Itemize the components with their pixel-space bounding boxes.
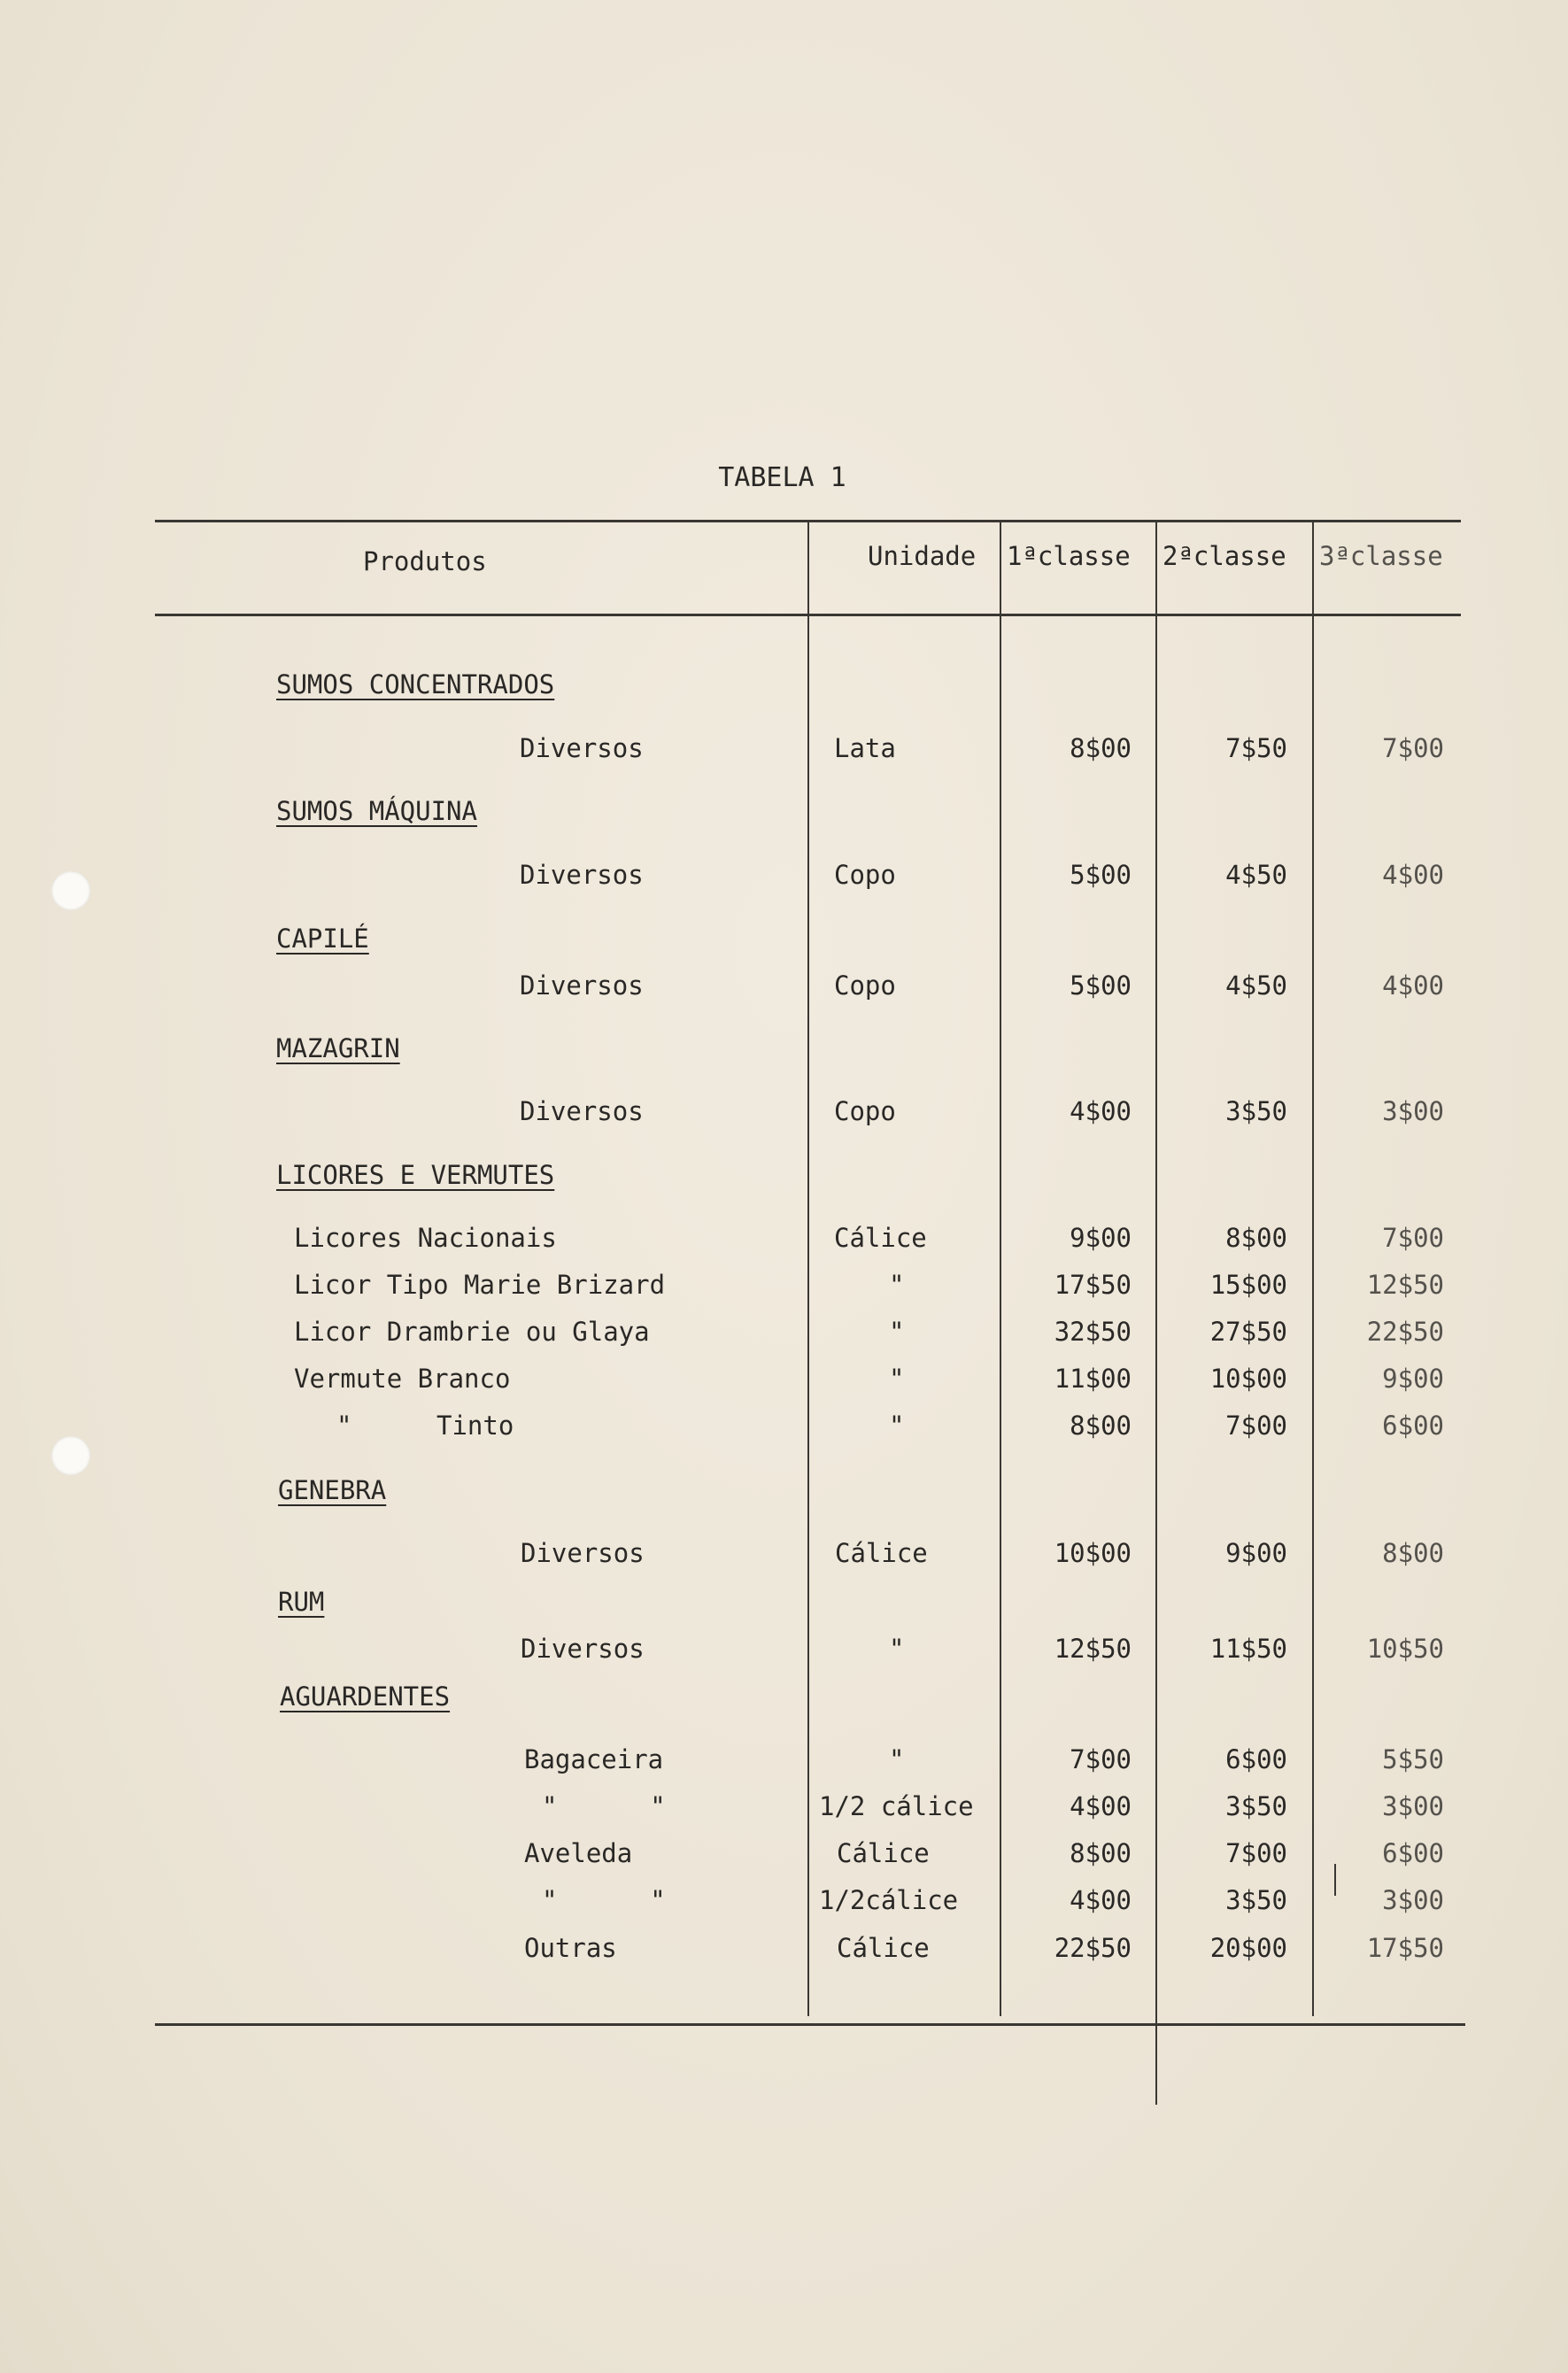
section-heading: CAPILÉ — [276, 924, 369, 954]
section-heading: AGUARDENTES — [280, 1681, 451, 1712]
price-classe3: 8$00 — [1382, 1538, 1444, 1568]
unit-cell: Lata — [834, 733, 896, 763]
unit-cell: Copo — [834, 970, 896, 1001]
price-classe1: 8$00 — [1070, 733, 1132, 763]
price-classe3: 4$00 — [1382, 860, 1444, 890]
price-classe3: 3$00 — [1382, 1096, 1444, 1126]
price-classe3: 7$00 — [1382, 733, 1444, 763]
product-name: Diversos — [520, 860, 644, 890]
product-name: Licor Drambrie ou Glaya — [294, 1317, 650, 1347]
product-name: " " — [542, 1885, 666, 1915]
product-name: Diversos — [520, 970, 644, 1001]
price-classe3: 9$00 — [1382, 1364, 1444, 1394]
pen-mark — [1334, 1864, 1336, 1896]
header-produtos: Produtos — [363, 546, 487, 576]
price-classe1: 22$50 — [1054, 1933, 1132, 1963]
price-classe3: 6$00 — [1382, 1838, 1444, 1868]
section-heading: SUMOS MÁQUINA — [276, 796, 477, 826]
unit-cell: " — [889, 1411, 905, 1441]
section-heading: LICORES E VERMUTES — [276, 1160, 555, 1190]
price-classe2: 8$00 — [1225, 1223, 1287, 1253]
price-classe2: 7$00 — [1225, 1838, 1287, 1868]
unit-cell: " — [889, 1364, 905, 1394]
price-classe1: 32$50 — [1054, 1317, 1132, 1347]
product-name: Vermute Branco — [294, 1364, 511, 1394]
product-name: Bagaceira — [524, 1744, 664, 1774]
column-rule-classe3 — [1312, 520, 1314, 2016]
unit-cell: " — [889, 1634, 905, 1664]
section-heading: GENEBRA — [278, 1475, 387, 1505]
unit-cell: Cálice — [837, 1933, 930, 1963]
punch-hole-bottom — [51, 1436, 90, 1475]
price-classe2: 4$50 — [1225, 970, 1287, 1001]
price-classe2: 11$50 — [1209, 1634, 1287, 1664]
price-classe2: 20$00 — [1209, 1933, 1287, 1963]
unit-cell: Copo — [834, 1096, 896, 1126]
price-classe1: 5$00 — [1070, 860, 1132, 890]
price-classe1: 7$00 — [1070, 1744, 1132, 1774]
unit-cell: Cálice — [835, 1538, 928, 1568]
unit-cell: 1/2 cálice — [819, 1791, 974, 1821]
header-classe2: 2ªclasse — [1162, 541, 1286, 571]
price-classe3: 17$50 — [1366, 1933, 1444, 1963]
product-name: " " — [542, 1791, 666, 1821]
price-classe2: 3$50 — [1225, 1791, 1287, 1821]
price-classe2: 10$00 — [1209, 1364, 1287, 1394]
product-name: Licor Tipo Marie Brizard — [294, 1270, 666, 1300]
section-heading: MAZAGRIN — [276, 1033, 400, 1063]
price-classe1: 4$00 — [1070, 1791, 1132, 1821]
price-classe3: 5$50 — [1382, 1744, 1444, 1774]
price-classe2: 3$50 — [1225, 1096, 1287, 1126]
product-name: Diversos — [520, 733, 644, 763]
column-rule-classe2 — [1155, 520, 1157, 2105]
price-classe2: 6$00 — [1225, 1744, 1287, 1774]
price-classe1: 4$00 — [1070, 1885, 1132, 1915]
section-heading: SUMOS CONCENTRADOS — [276, 669, 555, 700]
price-classe1: 11$00 — [1054, 1364, 1132, 1394]
price-classe2: 9$00 — [1225, 1538, 1287, 1568]
product-name: Outras — [524, 1933, 617, 1963]
price-classe3: 3$00 — [1382, 1885, 1444, 1915]
price-classe1: 17$50 — [1054, 1270, 1132, 1300]
column-rule-classe1 — [1000, 520, 1001, 2016]
ditto-mark: " — [336, 1411, 352, 1441]
product-name: Diversos — [521, 1634, 645, 1664]
price-classe2: 4$50 — [1225, 860, 1287, 890]
header-unidade: Unidade — [868, 541, 977, 571]
product-name: Diversos — [520, 1096, 644, 1126]
header-classe1: 1ªclasse — [1007, 541, 1131, 571]
price-classe2: 3$50 — [1225, 1885, 1287, 1915]
punch-hole-top — [51, 871, 90, 910]
price-classe1: 10$00 — [1054, 1538, 1132, 1568]
unit-cell: Copo — [834, 860, 896, 890]
header-classe3: 3ªclasse — [1319, 541, 1443, 571]
unit-cell: " — [889, 1317, 905, 1347]
product-name: Aveleda — [524, 1838, 633, 1868]
price-classe1: 8$00 — [1070, 1411, 1132, 1441]
unit-cell: 1/2cálice — [819, 1885, 959, 1915]
section-heading: RUM — [278, 1587, 325, 1617]
unit-cell: " — [889, 1744, 905, 1774]
price-classe3: 4$00 — [1382, 970, 1444, 1001]
table-title: TABELA 1 — [718, 462, 846, 493]
column-rule-unidade — [807, 520, 809, 2016]
unit-cell: Cálice — [837, 1838, 930, 1868]
unit-cell: " — [889, 1270, 905, 1300]
unit-cell: Cálice — [834, 1223, 927, 1253]
price-classe1: 8$00 — [1070, 1838, 1132, 1868]
product-name: Tinto — [436, 1411, 514, 1441]
price-classe3: 7$00 — [1382, 1223, 1444, 1253]
price-classe2: 15$00 — [1209, 1270, 1287, 1300]
price-classe3: 10$50 — [1366, 1634, 1444, 1664]
product-name: Licores Nacionais — [294, 1223, 557, 1253]
price-classe3: 12$50 — [1366, 1270, 1444, 1300]
price-classe1: 5$00 — [1070, 970, 1132, 1001]
price-classe1: 12$50 — [1054, 1634, 1132, 1664]
price-classe1: 4$00 — [1070, 1096, 1132, 1126]
price-classe3: 22$50 — [1366, 1317, 1444, 1347]
price-classe3: 3$00 — [1382, 1791, 1444, 1821]
table-bottom-rule — [155, 2023, 1465, 2026]
price-classe1: 9$00 — [1070, 1223, 1132, 1253]
product-name: Diversos — [521, 1538, 645, 1568]
price-classe2: 7$00 — [1225, 1411, 1287, 1441]
price-classe3: 6$00 — [1382, 1411, 1444, 1441]
price-classe2: 27$50 — [1209, 1317, 1287, 1347]
price-classe2: 7$50 — [1225, 733, 1287, 763]
